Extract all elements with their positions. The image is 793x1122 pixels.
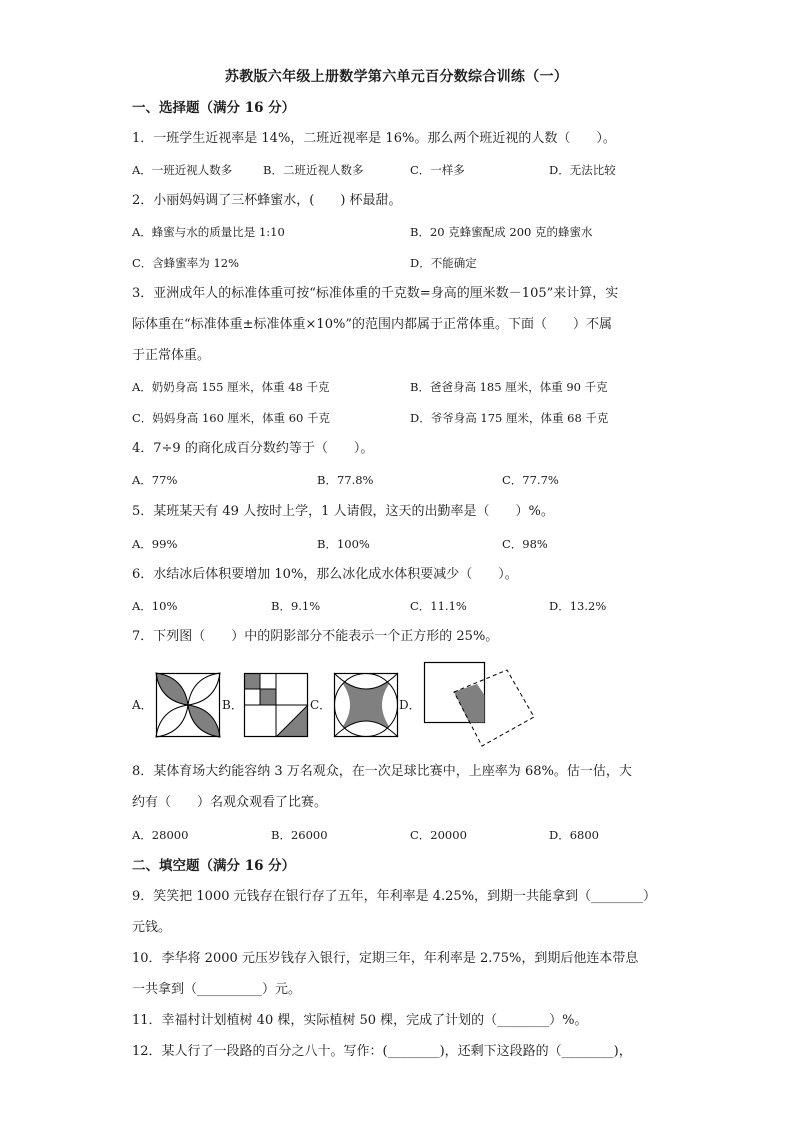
figure-b-shaded-corner xyxy=(244,673,260,689)
question-2-stem: 2．小丽妈妈调了三杯蜂蜜水，( ) 杯最甜。 xyxy=(132,193,402,208)
question-10-stem-line-1: 10．李华将 2000 元压岁钱存入银行，定期三年，年利率是 2.75%，到期后他连本带息 xyxy=(132,951,639,966)
question-3-stem-line-1: 3．亚洲成年人的标准体重可按“标准体重的千克数=身高的厘米数－105”来计算，实 xyxy=(132,286,619,301)
q8-option-c[interactable]: C．20000 xyxy=(410,828,467,842)
q7-figure-b[interactable] xyxy=(244,673,308,737)
q3-option-c[interactable]: C．妈妈身高 160 厘米，体重 60 千克 xyxy=(132,411,331,425)
q4-option-c[interactable]: C．77.7% xyxy=(502,473,559,487)
question-4-stem: 4．7÷9 的商化成百分数约等于（ ）。 xyxy=(132,441,374,456)
q7-figure-a[interactable] xyxy=(156,673,220,737)
q8-option-b[interactable]: B．26000 xyxy=(271,828,328,842)
q8-option-d[interactable]: D．6800 xyxy=(549,828,599,842)
page-title: 苏教版六年级上册数学第六单元百分数综合训练（一） xyxy=(224,69,569,85)
figure-b-shaded-center xyxy=(260,689,276,705)
q8-option-a[interactable]: A．28000 xyxy=(132,828,189,842)
question-1-stem: 1．一班学生近视率是 14%，二班近视率是 16%。那么两个班近视的人数（ ）。 xyxy=(132,131,616,146)
q7-figure-d[interactable] xyxy=(424,662,536,748)
q7-label-a[interactable]: A． xyxy=(132,698,153,712)
q3-option-b[interactable]: B．爸爸身高 185 厘米，体重 90 千克 xyxy=(410,380,608,394)
section-2-heading: 二、填空题（满分 16 分） xyxy=(132,858,296,874)
q5-option-a[interactable]: A．99% xyxy=(132,537,178,551)
q6-option-a[interactable]: A．10% xyxy=(132,599,178,613)
question-9-stem-line-1[interactable]: 9．笑笑把 1000 元钱存在银行存了五年，年利率是 4.25%，到期一共能拿到（________） xyxy=(132,889,657,904)
q3-option-d[interactable]: D．爷爷身高 175 厘米，体重 68 千克 xyxy=(410,411,609,425)
q7-label-d[interactable]: D． xyxy=(399,698,421,712)
figure-a-petal-shaded-1 xyxy=(156,673,188,705)
q7-label-b[interactable]: B． xyxy=(222,698,243,712)
q6-option-d[interactable]: D．13.2% xyxy=(549,599,607,613)
q5-option-c[interactable]: C．98% xyxy=(502,537,548,551)
q1-option-b[interactable]: B．二班近视人数多 xyxy=(263,163,364,177)
q1-option-a[interactable]: A．一班近视人数多 xyxy=(132,163,233,177)
q2-option-d[interactable]: D．不能确定 xyxy=(410,256,477,270)
q1-option-c[interactable]: C．一样多 xyxy=(410,163,465,177)
q4-option-a[interactable]: A．77% xyxy=(132,473,178,487)
question-10-stem-line-2[interactable]: 一共拿到（__________）元。 xyxy=(132,982,302,997)
figure-a-petal-shaded-2 xyxy=(188,705,220,737)
q2-option-b[interactable]: B．20 克蜂蜜配成 200 克的蜂蜜水 xyxy=(410,225,593,239)
question-9-stem-line-2: 元钱。 xyxy=(132,920,172,935)
question-3-stem-line-2: 际体重在“标准体重±标准体重×10%”的范围内都属于正常体重。下面（ ）不属 xyxy=(132,317,612,332)
question-11-stem[interactable]: 11．幸福村计划植树 40 棵，实际植树 50 棵，完成了计划的（________）%。 xyxy=(132,1013,588,1028)
q4-option-b[interactable]: B．77.8% xyxy=(317,473,374,487)
question-12-stem[interactable]: 12．某人行了一段路的百分之八十。写作：(________)，还剩下这段路的（________)， xyxy=(132,1044,632,1059)
q7-figure-c[interactable] xyxy=(334,673,398,737)
q6-option-c[interactable]: C．11.1% xyxy=(410,599,467,613)
q3-option-a[interactable]: A．奶奶身高 155 厘米，体重 48 千克 xyxy=(132,380,330,394)
section-1-heading: 一、选择题（满分 16 分） xyxy=(132,100,296,116)
question-7-stem: 7．下列图（ ）中的阴影部分不能表示一个正方形的 25%。 xyxy=(132,629,499,644)
question-6-stem: 6．水结冰后体积要增加 10%，那么冰化成水体积要减少（ ）。 xyxy=(132,567,518,582)
figure-a-petal-white-2 xyxy=(156,705,188,737)
q2-option-c[interactable]: C．含蜂蜜率为 12% xyxy=(132,256,240,270)
q6-option-b[interactable]: B．9.1% xyxy=(271,599,321,613)
question-8-stem-line-2: 约有（ ）名观众观看了比赛。 xyxy=(132,795,328,810)
question-5-stem: 5．某班某天有 49 人按时上学，1 人请假，这天的出勤率是（ ）%。 xyxy=(132,504,554,519)
q5-option-b[interactable]: B．100% xyxy=(317,537,370,551)
q2-option-a[interactable]: A．蜂蜜与水的质量比是 1:10 xyxy=(132,225,285,239)
question-3-stem-line-3: 于正常体重。 xyxy=(132,348,211,363)
q1-option-d[interactable]: D．无法比较 xyxy=(549,163,616,177)
figure-a-petal-white-1 xyxy=(188,673,220,705)
question-8-stem-line-1: 8．某体育场大约能容纳 3 万名观众，在一次足球比赛中，上座率为 68%。估一估，大 xyxy=(132,764,632,779)
q7-label-c[interactable]: C． xyxy=(310,698,332,712)
